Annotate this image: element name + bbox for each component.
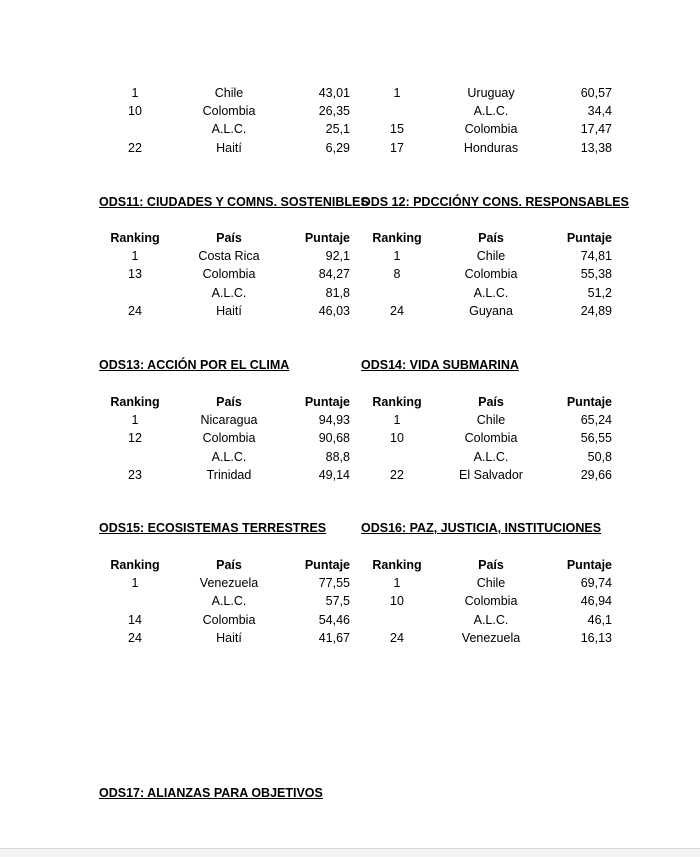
table-row: 24 Venezuela 16,13 [390, 630, 612, 645]
section-title-ods16: ODS16: PAZ, JUSTICIA, INSTITUCIONES [361, 521, 602, 535]
table-row: 12 Colombia 90,68 [128, 431, 350, 446]
table-ods15 [96, 556, 356, 647]
section-title-ods14: ODS14: VIDA SUBMARINA [361, 358, 519, 372]
table-row: 1 Chile 69,74 [393, 576, 612, 591]
table-row: 10 Colombia 56,55 [390, 431, 612, 446]
section-title-ods15: ODS15: ECOSISTEMAS TERRESTRES [99, 521, 327, 535]
table-row: 10 Colombia 46,94 [390, 594, 612, 609]
table-ods14 [358, 393, 618, 484]
table-row: 1 Uruguay 60,57 [393, 86, 612, 100]
table-row: 24 Haití 46,03 [128, 303, 350, 318]
section-title-ods17: ODS17: ALIANZAS PARA OBJETIVOS [99, 786, 323, 800]
table-row: 23 Trinidad 49,14 [128, 467, 350, 482]
table-row: A.L.C. 50,8 [473, 449, 612, 464]
table-row: A.L.C. 46,1 [473, 612, 612, 627]
table-row: 1 Chile 65,24 [393, 413, 612, 428]
table-row: A.L.C. 51,2 [473, 285, 612, 300]
table-row: 1 Chile 43,01 [131, 86, 350, 100]
table-header-row: Ranking País Puntaje [110, 231, 350, 245]
table-row: 24 Haití 41,67 [128, 630, 350, 645]
table-top-right [358, 84, 618, 157]
table-row: A.L.C. 88,8 [211, 449, 350, 464]
table-top-left [96, 84, 356, 157]
table-row: 1 Chile 74,81 [393, 249, 612, 264]
table-row: 10 Colombia 26,35 [128, 104, 350, 119]
table-header-row: Ranking País Puntaje [110, 395, 350, 409]
table-row: 22 Haití 6,29 [128, 140, 350, 155]
section-title-ods12: ODS 12: PDCCIÓNY CONS. RESPONSABLES [361, 195, 629, 209]
table-row: A.L.C. 34,4 [473, 104, 612, 119]
table-row: 15 Colombia 17,47 [390, 122, 612, 137]
table-row: 1 Costa Rica 92,1 [131, 249, 350, 264]
table-ods11 [96, 229, 356, 320]
table-row: 17 Honduras 13,38 [390, 140, 612, 155]
table-header-row: Ranking País Puntaje [372, 395, 612, 409]
table-row: A.L.C. 81,8 [211, 285, 350, 300]
table-header-row: Ranking País Puntaje [372, 231, 612, 245]
section-title-ods13: ODS13: ACCIÓN POR EL CLIMA [99, 358, 290, 372]
table-row: 22 El Salvador 29,66 [390, 467, 612, 482]
table-row: 1 Nicaragua 94,93 [131, 413, 350, 428]
table-ods16 [358, 556, 618, 647]
table-ods12 [358, 229, 618, 320]
table-row: 1 Venezuela 77,55 [131, 576, 350, 591]
table-row: 14 Colombia 54,46 [128, 612, 350, 627]
section-title-ods11: ODS11: CIUDADES Y COMNS. SOSTENIBLES [99, 195, 369, 209]
table-header-row: Ranking País Puntaje [110, 558, 350, 572]
table-ods13 [96, 393, 356, 484]
table-row: 24 Guyana 24,89 [390, 303, 612, 318]
table-row: 13 Colombia 84,27 [128, 267, 350, 282]
table-header-row: Ranking País Puntaje [372, 558, 612, 572]
table-row: A.L.C. 57,5 [211, 594, 350, 609]
table-row: 8 Colombia 55,38 [393, 267, 612, 282]
table-row: A.L.C. 25,1 [211, 122, 350, 137]
